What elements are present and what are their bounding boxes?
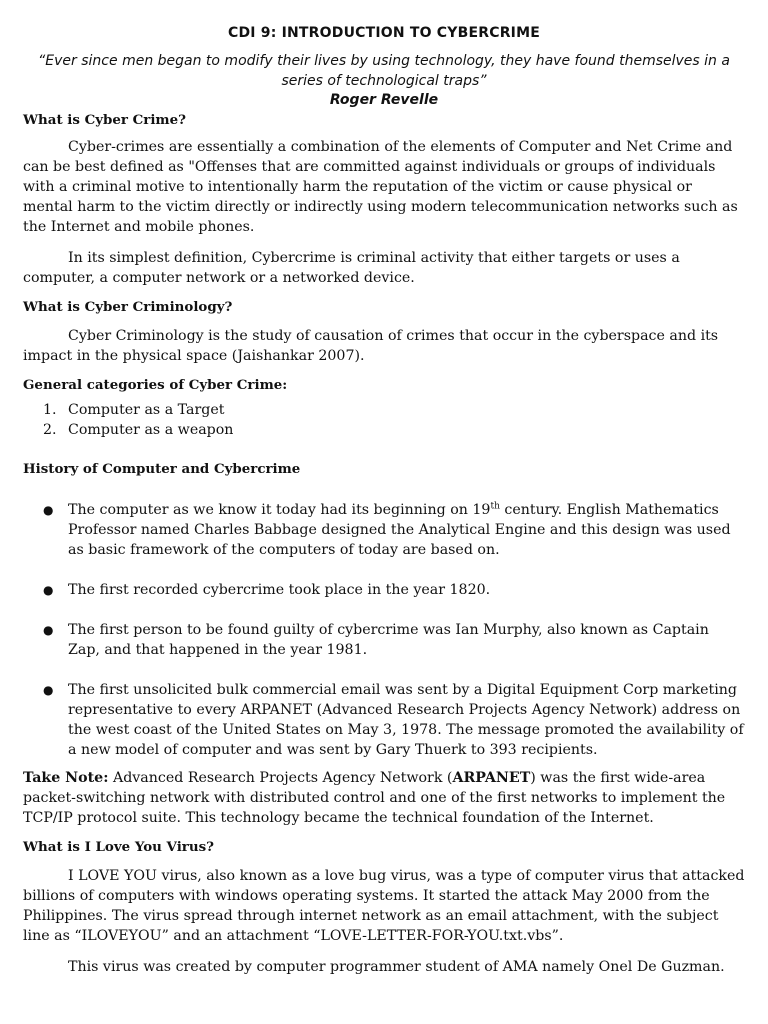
categories-list <box>23 400 745 440</box>
list-number: 2. <box>43 422 57 438</box>
heading-cyber-crime: What is Cyber Crime? <box>23 112 186 128</box>
list-item <box>23 620 745 660</box>
list-item <box>23 580 745 600</box>
list-item-text: The computer as we know it today had its beginning on 19th century. English Mathematics Professor named Charles Babbage designed the Analytical Engine and this design was used as basic framework of the computers of today are based on. <box>68 501 731 558</box>
list-item-text: The first unsolicited bulk commercial email was sent by a Digital Equipment Corp marketing representative to every ARPANET (Advanced Research Projects Agency Network) address on the west coast of the United States on May 3, 1978. The message promoted the availability of a new model of computer and was sent by Gary Thuerk to 393 recipients. <box>68 682 744 758</box>
bullet-icon: ● <box>43 583 54 597</box>
paragraph-cyber-criminology: Cyber Criminology is the study of causation of crimes that occur in the cyberspace and its impact in the physical space (Jaishankar 2007). <box>23 328 719 364</box>
list-number: 1. <box>43 402 57 418</box>
document-title: CDI 9: INTRODUCTION TO CYBERCRIME <box>228 25 540 41</box>
list-item <box>23 400 745 420</box>
epigraph-author: Roger Revelle <box>329 92 439 108</box>
paragraph-love-virus: I LOVE YOU virus, also known as a love bug virus, was a type of computer virus that attacked billions of computers with windows operating systems. It started the attack May 2000 from the Philippines. The virus spread through internet network as an email attachment, with the subject line as “ILOVEYOU” and an attachment “LOVE-LETTER-FOR-YOU.txt.vbs”. <box>23 868 745 944</box>
paragraph-cyber-crime-simple: In its simplest definition, Cybercrime is criminal activity that either targets or uses a computer, a computer network or a networked device. <box>23 250 680 286</box>
heading-categories: General categories of Cyber Crime: <box>23 377 288 393</box>
take-note-paragraph: Take Note: Advanced Research Projects Agency Network (ARPANET) was the first wide-area packet-switching network with distributed control and one of the first networks to implement the TCP/IP protocol suite. This technology became the technical foundation of the Internet. <box>23 770 726 826</box>
list-item <box>23 680 745 760</box>
epigraph-quote: “Ever since men began to modify their lives by using technology, they have found themselves in a series of technological traps” <box>38 53 730 89</box>
paragraph-love-virus-creator: This virus was created by computer programmer student of AMA namely Onel De Guzman. <box>68 959 725 975</box>
heading-cyber-criminology: What is Cyber Criminology? <box>23 299 233 315</box>
bullet-icon: ● <box>43 503 54 517</box>
history-list <box>23 500 745 760</box>
paragraph-cyber-crime-definition: Cyber-crimes are essentially a combination of the elements of Computer and Net Crime and can be best defined as "Offenses that are committed against individuals or groups of individuals with a criminal motive to intentionally harm the reputation of the victim or cause physical or mental harm to the victim directly or indirectly using modern telecommunication networks such as the Internet and mobile phones. <box>23 139 738 235</box>
list-item <box>23 420 745 440</box>
heading-love-virus: What is I Love You Virus? <box>23 839 214 855</box>
list-item-text: Computer as a Target <box>68 402 225 418</box>
heading-history: History of Computer and Cybercrime <box>23 461 301 477</box>
list-item-text: Computer as a weapon <box>68 422 234 438</box>
bullet-icon: ● <box>43 683 54 697</box>
list-item <box>23 500 745 560</box>
arpanet-term: ARPANET <box>452 770 531 786</box>
list-item-text: The first person to be found guilty of cybercrime was Ian Murphy, also known as Captain Zap, and that happened in the year 1981. <box>68 622 709 658</box>
list-item-text: The first recorded cybercrime took place in the year 1820. <box>68 582 491 598</box>
bullet-icon: ● <box>43 623 54 637</box>
take-note-label: Take Note: <box>23 770 109 786</box>
